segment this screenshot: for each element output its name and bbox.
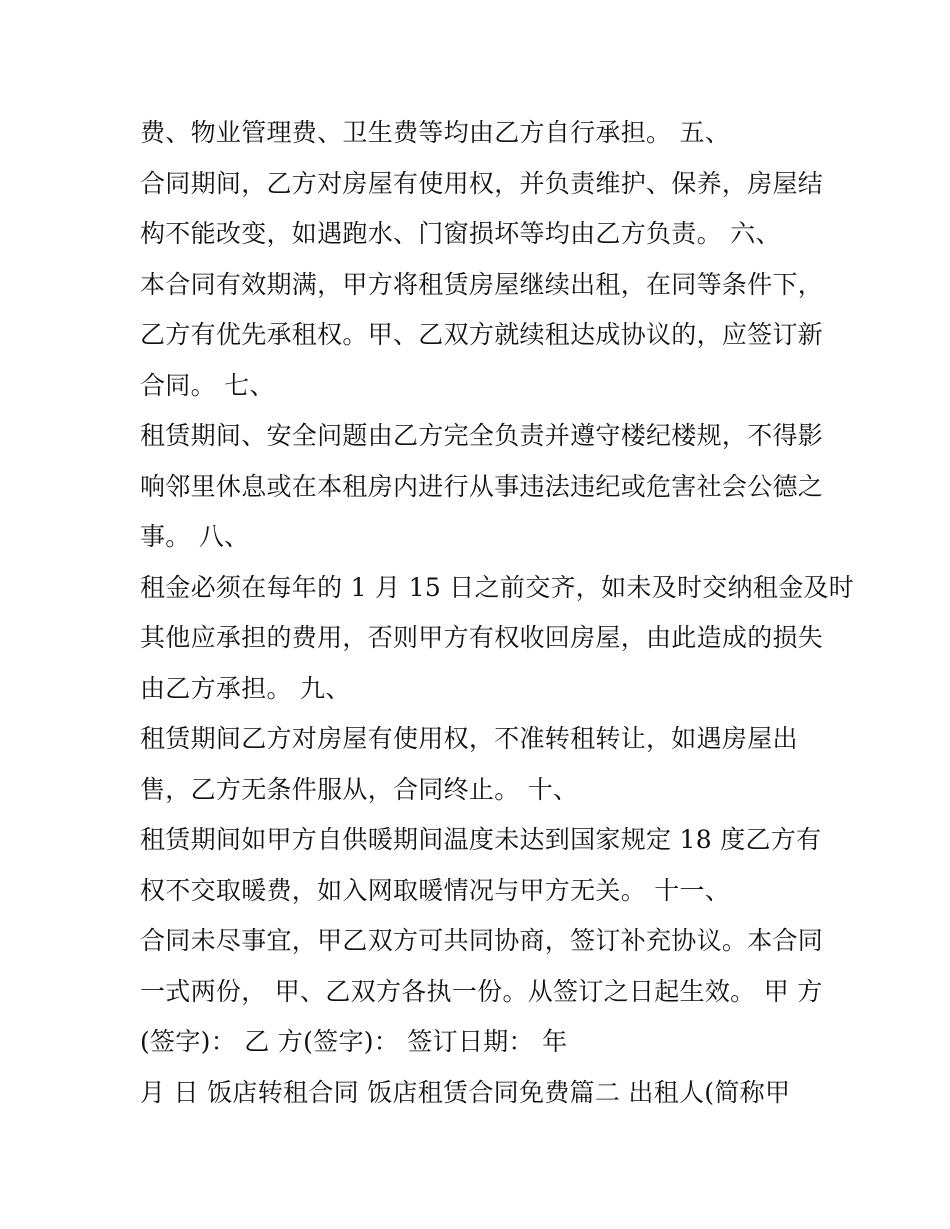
text-line: 构不能改变，如遇跑水、门窗损坏等均由乙方负责。 六、 — [140, 219, 781, 248]
text-line: 本合同有效期满，甲方将租赁房屋继续出租，在同等条件下， — [140, 269, 824, 299]
text-line: 租赁期间、安全问题由乙方完全负责并遵守楼纪楼规，不得影 — [140, 421, 824, 450]
text-line: 其他应承担的费用，否则甲方有权收回房屋，由此造成的损失 — [140, 623, 824, 652]
text-line: (签字)： 乙 方(签字)： 签订日期： 年 — [140, 1027, 568, 1056]
text-line: 响邻里休息或在本租房内进行从事违法违纪或危害社会公德之 — [140, 471, 824, 501]
text-line: 租金必须在每年的 1 月 15 日之前交齐，如未及时交纳租金及时 — [140, 572, 855, 602]
text-line: 月 日 饭店转租合同 饭店租赁合同免费篇二 出租人(简称甲 — [140, 1077, 791, 1107]
text-line: 权不交取暖费，如入网取暖情况与甲方无关。 十一、 — [140, 875, 731, 905]
text-line: 一式两份， 甲、乙双方各执一份。从签订之日起生效。 甲 方 — [140, 976, 823, 1006]
text-line: 租赁期间乙方对房屋有使用权，不准转租转让，如遇房屋出 — [140, 724, 798, 753]
text-line: 乙方有优先承租权。甲、乙双方就续租达成协议的，应签订新 — [140, 320, 824, 349]
text-line: 费、物业管理费、卫生费等均由乙方自行承担。 五、 — [140, 118, 731, 147]
contract-text-body — [140, 108, 855, 1118]
text-line: 售，乙方无条件服从，合同终止。 十、 — [140, 774, 579, 804]
text-line: 合同。 七、 — [140, 370, 275, 400]
text-line: 合同期间，乙方对房屋有使用权，并负责维护、保养，房屋结 — [140, 168, 824, 198]
text-line: 租赁期间如甲方自供暖期间温度未达到国家规定 18 度乙方有 — [140, 825, 822, 854]
text-line: 合同未尽事宜，甲乙双方可共同协商，签订补充协议。本合同 — [140, 926, 824, 955]
text-line: 事。 八、 — [140, 522, 250, 551]
text-line: 由乙方承担。 九、 — [140, 673, 351, 703]
